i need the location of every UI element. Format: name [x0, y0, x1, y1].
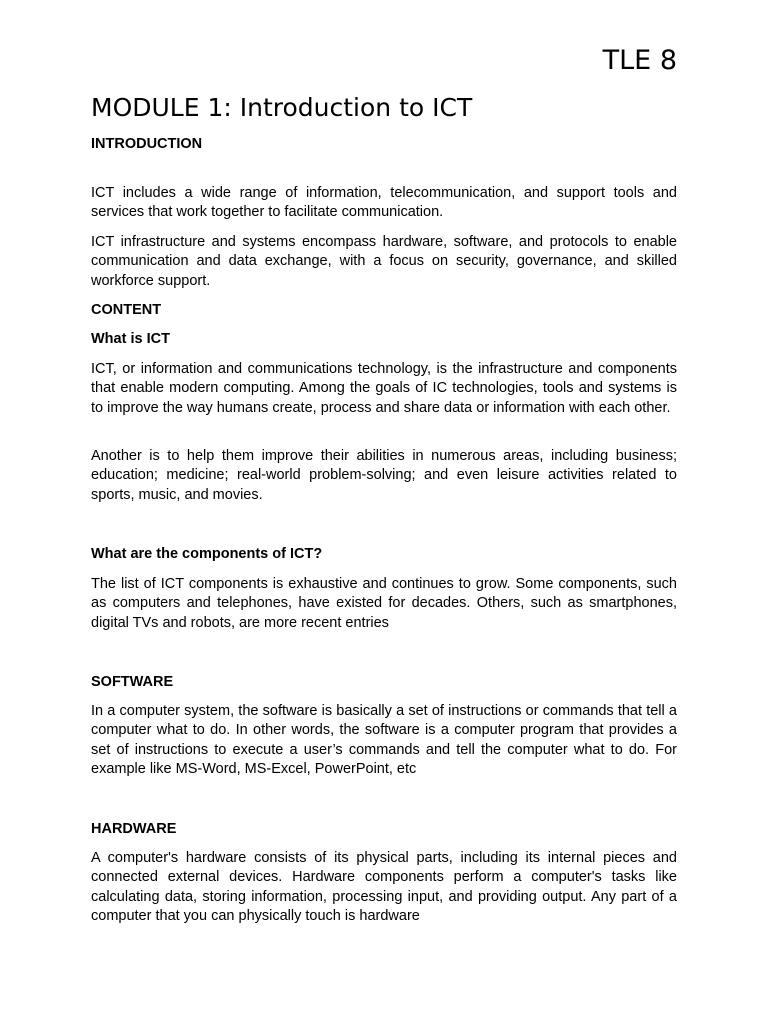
what-is-ict-heading: What is ICT: [91, 331, 170, 347]
module-title: MODULE 1: Introduction to ICT: [91, 93, 473, 122]
what-is-ict-paragraph-1: ICT, or information and communications technology, is the infrastructure and components that enable modern computing. Among the goals of IC technologies, tools and systems is to improve the way humans create, process and share data or information with each other.: [91, 361, 677, 416]
introduction-paragraph-2: ICT infrastructure and systems encompass hardware, software, and protocols to enable communication and data exchange, with a focus on security, governance, and skilled workforce support.: [91, 234, 677, 289]
content-heading: CONTENT: [91, 302, 162, 318]
software-paragraph: In a computer system, the software is basically a set of instructions or commands that tell a computer what to do. In other words, the software is a computer program that provides a set of instructions to execute a user’s commands and tell the computer what to do. For example like MS-Word, MS-Excel, PowerPoint, etc: [91, 703, 677, 777]
what-is-ict-paragraph-2: Another is to help them improve their abilities in numerous areas, including business; education; medicine; real-world problem-solving; and even leisure activities related to sports, music, and movies.: [91, 448, 677, 503]
software-heading: SOFTWARE: [91, 674, 174, 690]
introduction-heading: INTRODUCTION: [91, 136, 203, 152]
components-heading: What are the components of ICT?: [91, 546, 323, 562]
introduction-paragraph-1: ICT includes a wide range of information, telecommunication, and support tools and services that work together to facilitate communication.: [91, 185, 677, 221]
hardware-heading: HARDWARE: [91, 821, 177, 837]
components-paragraph: The list of ICT components is exhaustive and continues to grow. Some components, such as computers and telephones, have existed for decades. Others, such as smartphones, digital TVs and robots, are more recent entries: [91, 576, 677, 631]
course-code: TLE 8: [602, 45, 677, 76]
hardware-paragraph: A computer's hardware consists of its physical parts, including its internal pieces and connected external devices. Hardware components perform a computer's tasks like calculating data, storing information, processing input, and providing output. Any part of a computer that you can physically touch is hardware: [91, 850, 677, 924]
